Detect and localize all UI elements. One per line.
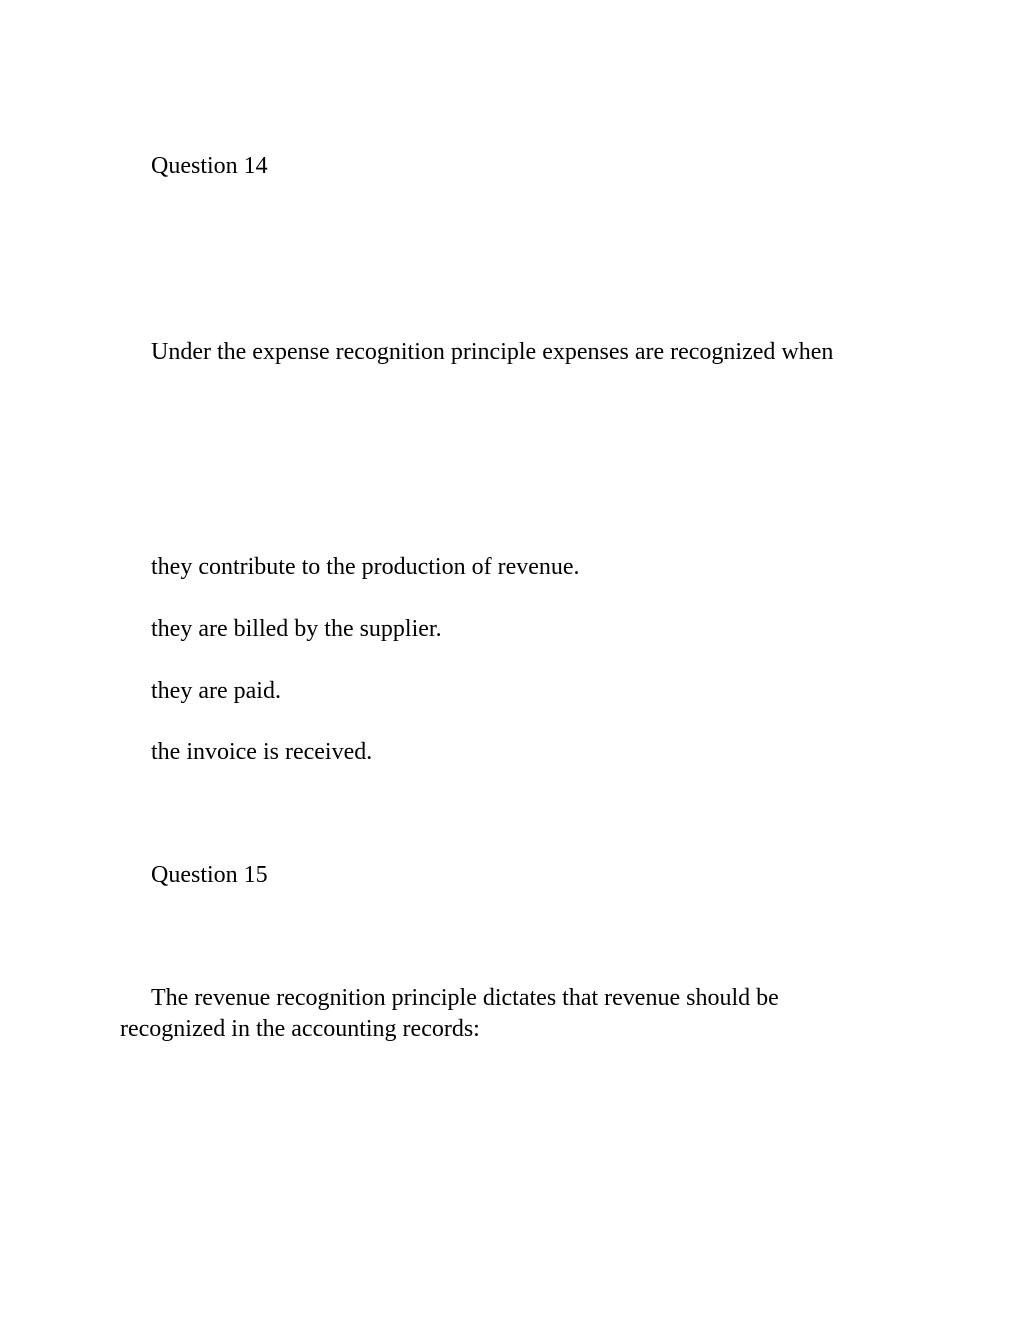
question-15-stem: The revenue recognition principle dictates that revenue should be recognized in the accounting records:: [120, 985, 779, 1042]
question-14-option-3: they are paid.: [151, 678, 281, 704]
question-14-title: Question 14: [151, 153, 268, 179]
question-15-title: Question 15: [151, 862, 268, 888]
question-14-stem: Under the expense recognition principle expenses are recognized when: [151, 339, 834, 365]
question-14-option-2: they are billed by the supplier.: [151, 616, 442, 642]
question-14-option-1: they contribute to the production of revenue.: [151, 554, 580, 580]
question-14-option-4: the invoice is received.: [151, 739, 373, 765]
